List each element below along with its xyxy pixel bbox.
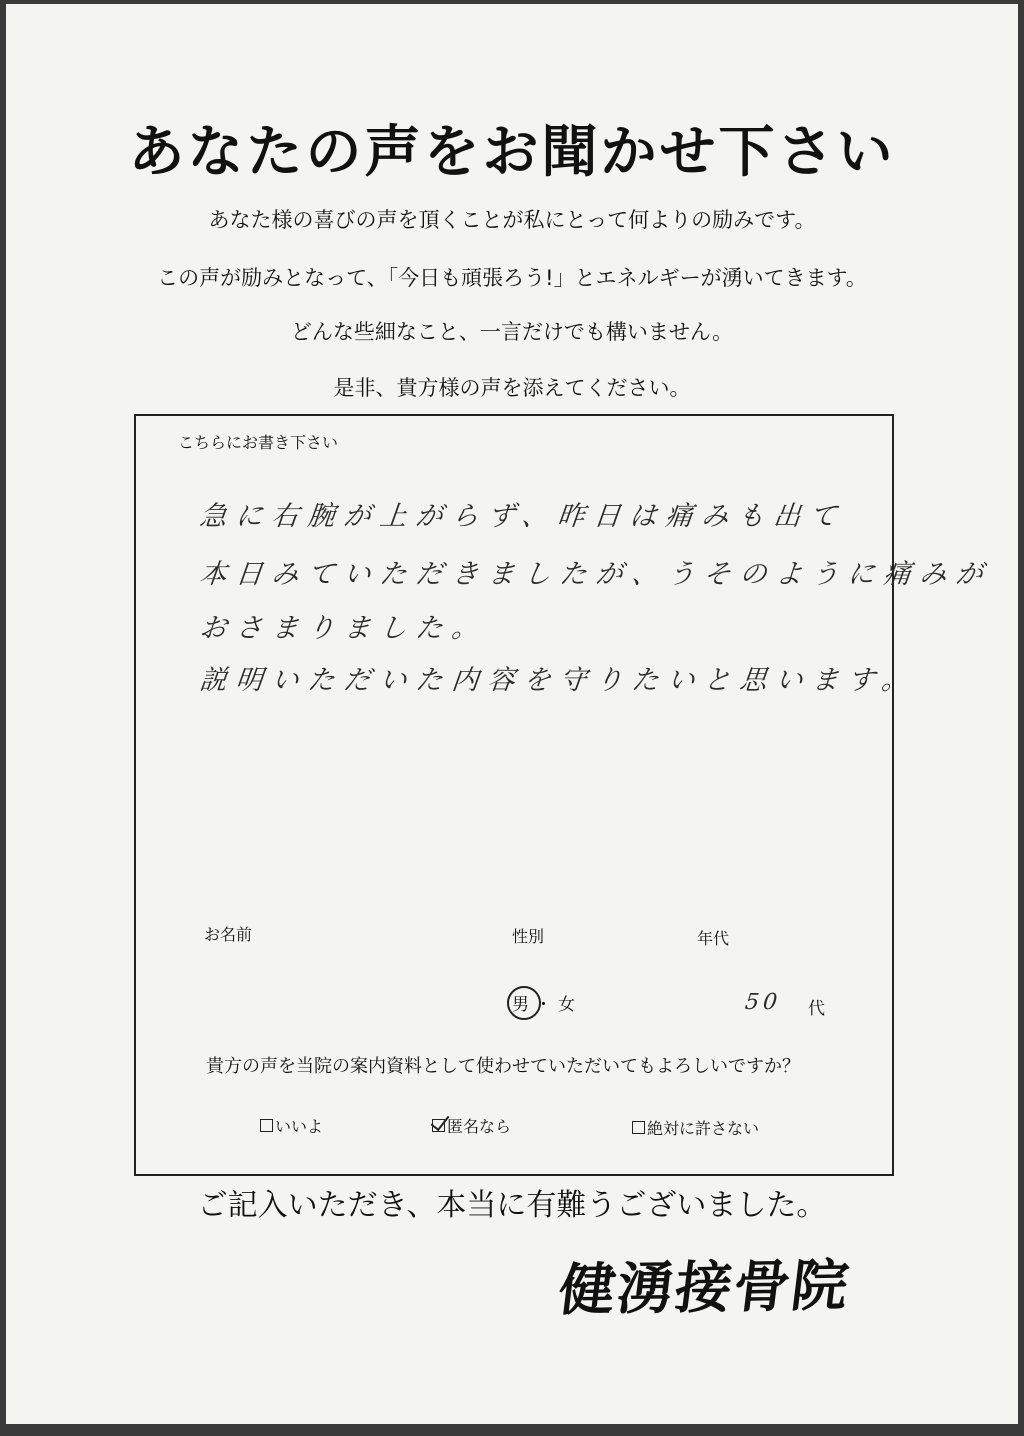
permission-question: 貴方の声を当院の案内資料として使わせていただいてもよろしいですか？ — [206, 1056, 800, 1077]
handwritten-line-1: 急に右腕が上がらず、昨日は痛みも出て — [198, 501, 848, 532]
intro-line-4: 是非、貴方様の声を添えてください。 — [333, 376, 691, 400]
option-iiyo[interactable] — [260, 1114, 323, 1137]
checkbox-never[interactable] — [632, 1121, 645, 1134]
handwritten-line-3: おさまりました。 — [198, 613, 490, 644]
age-value: 50 — [743, 990, 783, 1015]
gender-label: 性別 — [512, 927, 545, 946]
option-anonymous[interactable] — [432, 1114, 511, 1137]
option-iiyo-label: いいよ — [275, 1117, 324, 1136]
write-here-label: こちらにお書き下さい — [178, 433, 339, 452]
option-never[interactable] — [632, 1116, 759, 1139]
checkbox-anonymous[interactable] — [432, 1119, 445, 1132]
age-label: 年代 — [697, 929, 730, 948]
option-never-label: 絶対に許さない — [647, 1119, 760, 1138]
intro-line-2: この声が励みとなって、「今日も頑張ろう!」とエネルギーが湧いてきます。 — [157, 266, 867, 290]
handwritten-line-4: 説明いただいた内容を守りたいと思います。 — [198, 665, 920, 696]
checkbox-iiyo[interactable] — [260, 1119, 273, 1132]
intro-line-3: どんな些細なこと、一言だけでも構いません。 — [290, 320, 734, 344]
clinic-name-signature: 健湧接骨院 — [555, 1252, 854, 1324]
age-unit: 代 — [808, 999, 825, 1019]
option-anonymous-label: 匿名なら — [447, 1117, 512, 1136]
thanks-message: ご記入いただき、本当に有難うございました。 — [197, 1188, 827, 1223]
name-label: お名前 — [204, 925, 253, 944]
page-title: あなたの声をお聞かせ下さい — [128, 120, 896, 185]
gender-selected-circle — [507, 986, 541, 1020]
intro-line-1: あなた様の喜びの声を頂くことが私にとって何よりの励みです。 — [208, 208, 816, 232]
gender-options: 男・女 — [512, 995, 581, 1015]
handwritten-line-2: 本日みていただきましたが、うそのように痛みが — [198, 559, 994, 590]
